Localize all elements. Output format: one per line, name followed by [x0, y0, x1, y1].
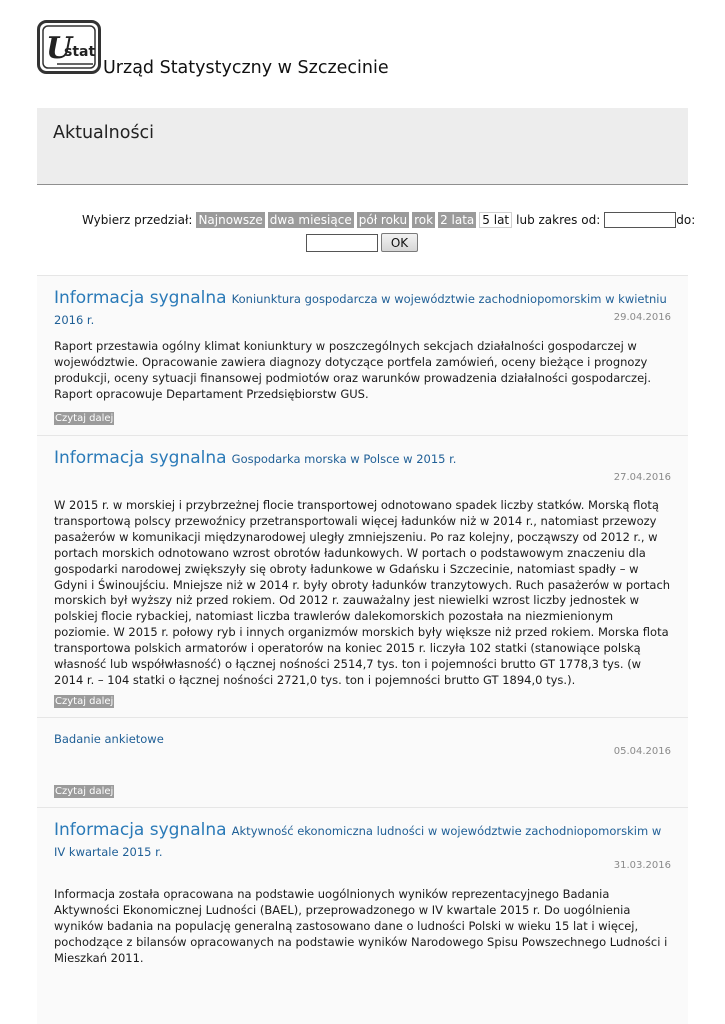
- article-item: [37, 807, 688, 1024]
- page-title: Aktualności: [53, 123, 155, 143]
- article-category[interactable]: Informacja sygnalna: [54, 288, 227, 308]
- ustat-logo-icon: [37, 20, 101, 74]
- article-item: [37, 275, 688, 435]
- article-title-link[interactable]: Aktywność ekonomiczna ludności w województwie zachodniopomorskim w IV kwartale 2015 r.: [54, 824, 662, 859]
- site-logo[interactable]: [37, 20, 101, 74]
- article-body: Informacja została opracowana na podstawie uogólnionych wyników reprezentacyjnego Badania Aktywności Ekonomicznej Ludności (BAEL), przeprowadzonego w IV kwartale 2015 r. Do uogólnienia wyników badania na populację generalną zastosowano dane o ludności Polski w wieku 15 lat i więcej, pochodzące z bilansów opracowanych na podstawie wyników Narodowego Spisu Powszechnego Ludności i Mieszkań 2011.: [54, 887, 668, 965]
- read-more-button[interactable]: Czytaj dalej: [55, 696, 114, 707]
- range-from-label: lub zakres od:: [516, 213, 601, 227]
- article-heading: [54, 288, 671, 330]
- article-date: 31.03.2016: [613, 860, 671, 871]
- site-title[interactable]: Urząd Statystyczny w Szczecinie: [103, 58, 389, 78]
- range-option-half-year[interactable]: pół roku: [358, 213, 408, 227]
- range-option-najnowsze[interactable]: Najnowsze: [198, 213, 263, 227]
- article-heading: [54, 728, 671, 749]
- article-category[interactable]: Informacja sygnalna: [54, 820, 227, 840]
- range-option-two-months[interactable]: dwa miesiące: [269, 213, 352, 227]
- range-selector: [82, 212, 695, 228]
- article-category[interactable]: Informacja sygnalna: [54, 448, 227, 468]
- svg-text:U: U: [46, 31, 73, 66]
- svg-text:stat: stat: [64, 44, 96, 60]
- range-to-label: do:: [676, 213, 696, 227]
- article-date: 05.04.2016: [613, 746, 671, 757]
- article-title-link[interactable]: Badanie ankietowe: [54, 732, 164, 746]
- range-option-year[interactable]: rok: [414, 213, 434, 227]
- ok-button[interactable]: OK: [381, 233, 418, 252]
- article-date: 29.04.2016: [613, 312, 671, 323]
- article-body: W 2015 r. w morskiej i przybrzeżnej flocie transportowej odnotowano spadek liczby statków. Morską flotą transportową polscy przewoźnicy przetransportowali więcej ładunków niż w 2014 r., natomiast przewozy pasażerów w komunikacji międzynarodowej uległy zmniejszeniu. Po raz kolejny, począwszy od 2012 r., w portach morskich odnotowano wzrost obrotów ładunkowych. W portach o podstawowym znaczeniu dla gospodarki narodowej zwiększyły się obroty ładunkowe w Gdańsku i Szczecinie, natomiast spadły – w Gdyni i Świnoujściu. Mniejsze niż w 2014 r. były obroty ładunków tranzytowych. Ruch pasażerów w portach morskich był wyższy niż przed rokiem. Od 2012 r. zauważalny jest niewielki wzrost liczby jednostek w polskiej flocie rybackiej, natomiast liczba trawlerów dalekomorskich pozostała na niezmienionym poziomie. W 2015 r. połowy ryb i innych organizmów morskich były większe niż przed rokiem. Morska flota transportowa polskich armatorów i operatorów na koniec 2015 r. liczyła 102 statki (stanowiące polską własność lub współwłasność) o łącznej nośności 2514,7 tys. ton i pojemności brutto GT 1778,3 tys. (w 2014 r. – 104 statki o łącznej nośności 2721,0 tys. ton i pojemności brutto GT 1894,0 tys.).: [54, 498, 671, 687]
- date-to-input[interactable]: [306, 234, 378, 252]
- read-more-button[interactable]: Czytaj dalej: [55, 413, 114, 424]
- article-body: Raport przestawia ogólny klimat koniunktury w poszczególnych sekcjach działalności gospodarczej w województwie. Opracowanie zawiera diagnozy dotyczące portfela zamówień, oceny bieżące i prognozy produkcji, oceny sytuacji finansowej podmiotów oraz warunków prowadzenia działalności gospodarczej. Raport opracowuje Departament Przedsiębiorstw GUS.: [54, 339, 651, 401]
- article-item: [37, 435, 688, 717]
- article-date: 27.04.2016: [613, 472, 671, 483]
- date-from-input[interactable]: [604, 212, 676, 228]
- range-option-two-years[interactable]: 2 lata: [440, 213, 475, 227]
- range-option-five-years[interactable]: 5 lat: [479, 212, 512, 228]
- range-row-second: [306, 233, 418, 252]
- read-more-button[interactable]: Czytaj dalej: [55, 786, 114, 797]
- article-item: [37, 717, 688, 807]
- article-title-link[interactable]: Koniunktura gospodarcza w województwie zachodniopomorskim w kwietniu 2016 r.: [54, 292, 667, 327]
- range-label: Wybierz przedział:: [82, 213, 193, 227]
- article-heading: [54, 820, 671, 862]
- page-header: [37, 108, 688, 185]
- article-heading: [54, 448, 671, 469]
- article-title-link[interactable]: Gospodarka morska w Polsce w 2015 r.: [231, 452, 457, 466]
